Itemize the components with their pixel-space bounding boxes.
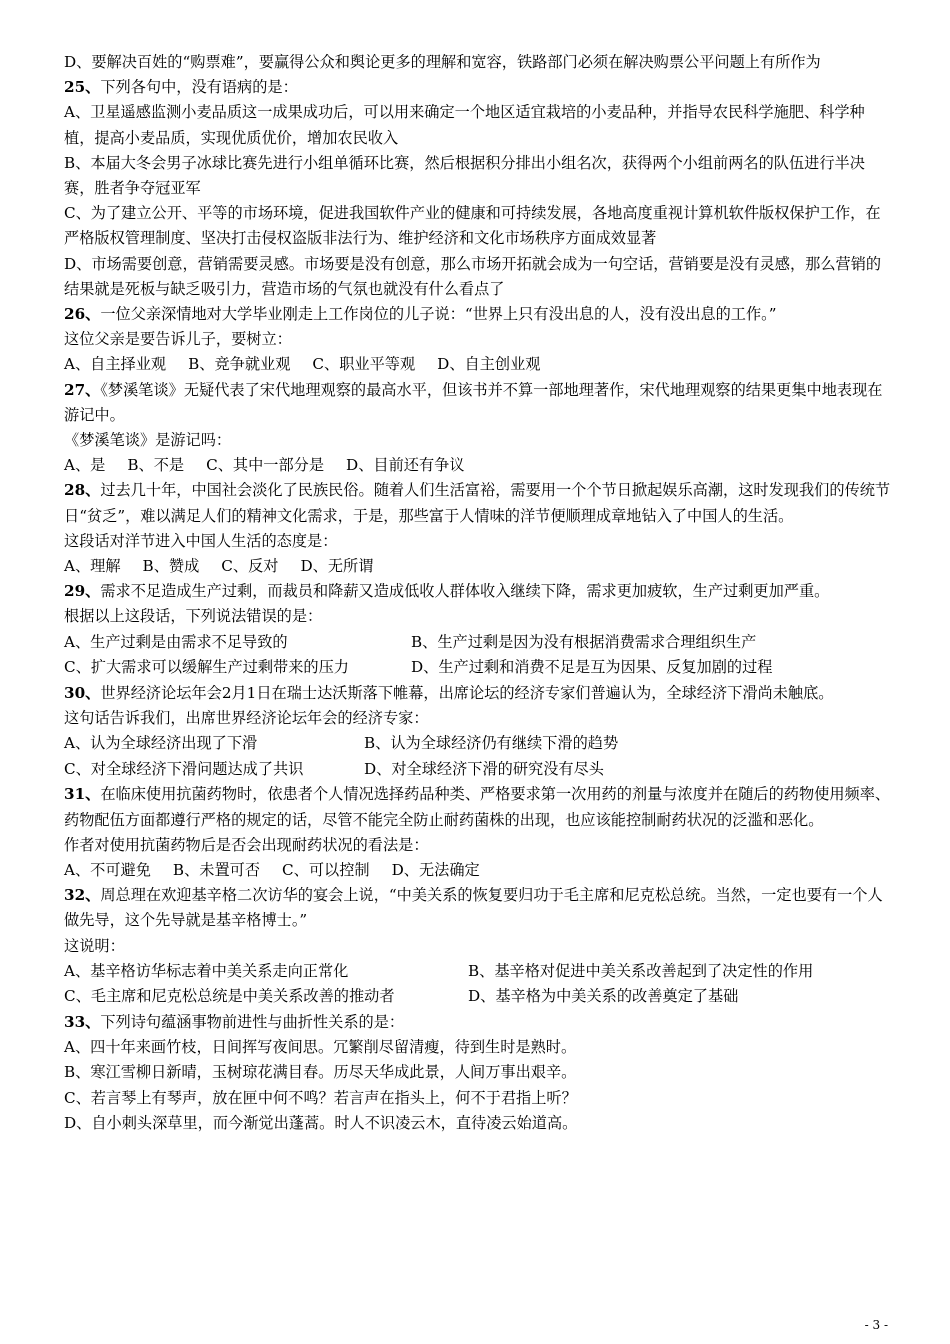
q30-stem: 30、世界经济论坛年会2月1日在瑞士达沃斯落下帷幕，出席论坛的经济专家们普遍认为，全球经济下滑尚未触底。 [64, 683, 834, 702]
q30-number: 30、 [64, 683, 101, 702]
q31-option-a: A、不可避免 [64, 861, 151, 880]
q26-option-c: C、职业平等观 [312, 355, 416, 374]
q28-question: 这段话对洋节进入中国人生活的态度是： [64, 531, 338, 550]
q28-option-b: B、赞成 [142, 557, 200, 576]
q26-option-d: D、自主创业观 [437, 355, 541, 374]
q30-option-a: A、认为全球经济出现了下滑 [64, 734, 258, 753]
q32-stem: 32、周总理在欢迎基辛格二次访华的宴会上说，“中美关系的恢复要归功于毛主席和尼克松总统。当然，一定也要有一个人做先导，这个先导就是基辛格博士。” [64, 886, 883, 930]
q28-option-c: C、反对 [221, 557, 279, 576]
q31-options [64, 858, 894, 883]
q27-number: 27、 [64, 380, 101, 399]
q27-option-d: D、目前还有争议 [346, 456, 465, 475]
q25-option-b: B、本届大冬会男子冰球比赛先进行小组单循环比赛，然后根据积分排出小组名次，获得两个小组前两名的队伍进行半决赛，胜者争夺冠亚军 [64, 153, 865, 198]
q33-option-d: D、自小刺头深草里，而今渐觉出蓬蒿。时人不识凌云木，直待凌云始道高。 [64, 1113, 578, 1132]
q25-option-d: D、市场需要创意，营销需要灵感。市场要是没有创意，那么市场开拓就会成为一句空话，营销要是没有灵感，那么营销的结果就是死板与缺乏吸引力，营造市场的气氛也就没有什么看点了 [64, 254, 882, 298]
q27-question: 《梦溪笔谈》是游记吗： [64, 431, 232, 450]
q30-question: 这句话告诉我们，出席世界经济论坛年会的经济专家： [64, 709, 429, 728]
q26-option-a: A、自主择业观 [64, 355, 167, 374]
q28-stem: 28、过去几十年，中国社会淡化了民族民俗。随着人们生活富裕，需要用一个个节日掀起娱乐高潮，这时发现我们的传统节日“贫乏”，难以满足人们的精神文化需求，于是，那些富于人情味的洋节便顺理成章地钻入了中国人的生活。 [64, 481, 891, 525]
q25-option-a: A、卫星遥感监测小麦品质这一成果成功后，可以用来确定一个地区适宜栽培的小麦品种，并指导农民科学施肥、科学种植，提高小麦品质，实现优质优价，增加农民收入 [64, 103, 865, 147]
q29-option-a: A、生产过剩是由需求不足导致的 [64, 632, 288, 651]
q28-option-d: D、无所谓 [300, 557, 374, 576]
q32-option-d: D、基辛格为中美关系的改善奠定了基础 [468, 987, 739, 1006]
q33-option-b: B、寒江雪柳日新晴，玉树琼花满目春。历尽天华成此景，人间万事出艰辛。 [64, 1063, 577, 1082]
q24-option-d: D、要解决百姓的“购票难”，要赢得公众和舆论更多的理解和宽容，铁路部门必须在解决购票公平问题上有所作为 [64, 53, 821, 71]
q28-options [64, 554, 894, 579]
q25-stem: 25、下列各句中，没有语病的是： [64, 78, 298, 97]
q26-options [64, 352, 894, 377]
q30-options [64, 731, 894, 782]
q31-stem: 31、在临床使用抗菌药物时，依患者个人情况选择药品种类、严格要求第一次用药的剂量与浓度并在随后的药物使用频率、药物配伍方面都遵行严格的规定的话，尽管不能完全防止耐药菌株的出现，也应该能控制耐药状况的泛滥和恶化。 [64, 785, 891, 829]
q27-option-a: A、是 [64, 456, 106, 475]
document-page [64, 50, 894, 1136]
q31-number: 31、 [64, 785, 101, 804]
q29-option-b: B、生产过剩是因为没有根据消费需求合理组织生产 [411, 632, 757, 651]
q27-stem: 27、《梦溪笔谈》无疑代表了宋代地理观察的最高水平，但该书并不算一部地理著作，宋代地理观察的结果更集中地表现在游记中。 [64, 380, 883, 424]
q26-question: 这位父亲是要告诉儿子，要树立： [64, 330, 292, 349]
q27-option-c: C、其中一部分是 [206, 456, 325, 475]
q33-option-a: A、四十年来画竹枝，日间挥写夜间思。冗繁削尽留清瘦，待到生时是熟时。 [64, 1038, 577, 1057]
q32-option-c: C、毛主席和尼克松总统是中美关系改善的推动者 [64, 987, 395, 1006]
q27-option-b: B、不是 [127, 456, 185, 475]
q26-stem: 26、一位父亲深情地对大学毕业刚走上工作岗位的儿子说：“世界上只有没出息的人，没有没出息的工作。” [64, 305, 777, 324]
q33-option-c: C、若言琴上有琴声，放在匣中何不鸣？若言声在指头上，何不于君指上听？ [64, 1088, 577, 1107]
q31-option-c: C、可以控制 [282, 861, 370, 880]
q33-number: 33、 [64, 1013, 101, 1032]
q29-option-c: C、扩大需求可以缓解生产过剩带来的压力 [64, 658, 349, 677]
page-number: - 3 - [864, 1318, 888, 1332]
q31-option-b: B、未置可否 [172, 861, 261, 880]
q32-question: 这说明： [64, 936, 125, 955]
q33-stem: 33、下列诗句蕴涵事物前进性与曲折性关系的是： [64, 1013, 405, 1032]
q31-option-d: D、无法确定 [391, 861, 480, 880]
q29-stem: 29、需求不足造成生产过剩，而裁员和降薪又造成低收人群体收入继续下降，需求更加疲软，生产过剩更加严重。 [64, 582, 830, 601]
q25-number: 25、 [64, 78, 101, 97]
q32-number: 32、 [64, 886, 101, 905]
q28-number: 28、 [64, 481, 101, 500]
q32-option-a: A、基辛格访华标志着中美关系走向正常化 [64, 961, 349, 980]
q29-options [64, 630, 894, 681]
q25-option-c: C、为了建立公开、平等的市场环境，促进我国软件产业的健康和可持续发展，各地高度重视计算机软件版权保护工作，在严格版权管理制度、坚决打击侵权盗版非法行为、维护经济和文化市场秩序方面成效显著 [64, 204, 881, 248]
q26-number: 26、 [64, 305, 101, 324]
q30-option-d: D、对全球经济下滑的研究没有尽头 [364, 759, 604, 778]
q31-question: 作者对使用抗菌药物后是否会出现耐药状况的看法是： [64, 835, 429, 854]
q26-option-b: B、竞争就业观 [188, 355, 291, 374]
q30-option-b: B、认为全球经济仍有继续下滑的趋势 [364, 734, 619, 753]
q29-option-d: D、生产过剩和消费不足是互为因果、反复加剧的过程 [411, 658, 773, 677]
q28-option-a: A、理解 [64, 557, 121, 576]
q29-number: 29、 [64, 582, 101, 601]
q32-option-b: B、基辛格对促进中美关系改善起到了决定性的作用 [468, 961, 814, 980]
q32-options [64, 959, 894, 1010]
q30-option-c: C、对全球经济下滑问题达成了共识 [64, 759, 304, 778]
q27-options [64, 453, 894, 478]
q29-question: 根据以上这段话，下列说法错误的是： [64, 607, 323, 626]
